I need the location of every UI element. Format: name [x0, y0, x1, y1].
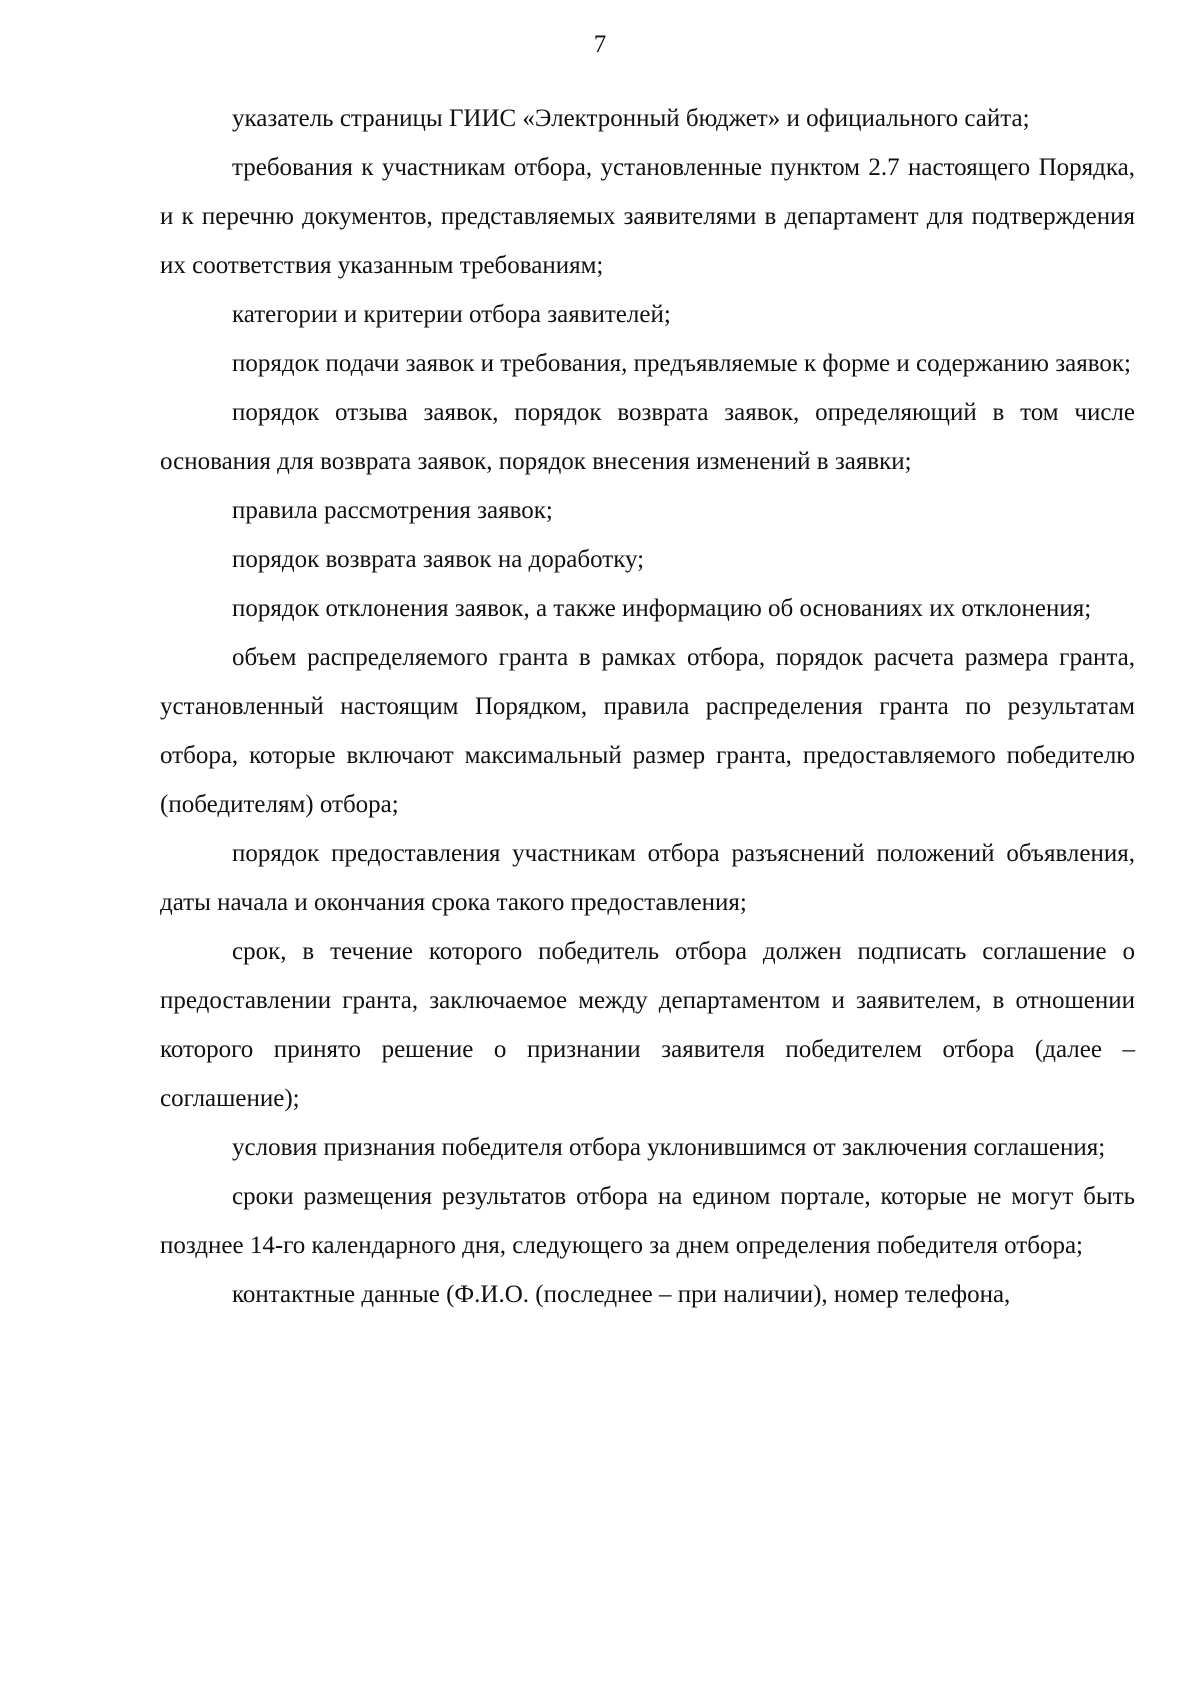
- paragraph-14: контактные данные (Ф.И.О. (последнее – при наличии), номер телефона,: [232, 1281, 1011, 1308]
- paragraph-2: требования к участникам отбора, установленные пунктом 2.7 настоящего Порядка, и к перечню документов, представляемых заявителями в департамент для подтверждения их соответствия указанным требованиям;: [160, 154, 1135, 279]
- paragraph-3: категории и критерии отбора заявителей;: [232, 301, 671, 328]
- paragraph-5: порядок отзыва заявок, порядок возврата заявок, определяющий в том числе основания для возврата заявок, порядок внесения изменений в заявки;: [160, 399, 1135, 475]
- paragraph-4: порядок подачи заявок и требования, предъявляемые к форме и содержанию заявок;: [232, 350, 1131, 377]
- page-number: 7: [593, 31, 607, 58]
- paragraph-6: правила рассмотрения заявок;: [232, 497, 553, 524]
- paragraph-11: срок, в течение которого победитель отбора должен подписать соглашение о предоставлении гранта, заключаемое между департаментом и заявителем, в отношении которого принято решение о признании заявителя победителем отбора (далее – соглашение);: [160, 938, 1135, 1112]
- paragraph-7: порядок возврата заявок на доработку;: [232, 546, 645, 573]
- paragraph-13: сроки размещения результатов отбора на едином портале, которые не могут быть позднее 14-го календарного дня, следующего за днем определения победителя отбора;: [160, 1183, 1135, 1259]
- paragraph-8: порядок отклонения заявок, а также информацию об основаниях их отклонения;: [232, 595, 1092, 622]
- paragraph-10: порядок предоставления участникам отбора разъяснений положений объявления, даты начала и окончания срока такого предоставления;: [160, 840, 1135, 916]
- paragraph-9: объем распределяемого гранта в рамках отбора, порядок расчета размера гранта, установленный настоящим Порядком, правила распределения гранта по результатам отбора, которые включают максимальный размер гранта, предоставляемого победителю (победителям) отбора;: [160, 644, 1135, 818]
- paragraph-1: указатель страницы ГИИС «Электронный бюджет» и официального сайта;: [232, 105, 1030, 132]
- paragraph-12: условия признания победителя отбора уклонившимся от заключения соглашения;: [232, 1134, 1106, 1161]
- document-body: [160, 94, 1135, 1319]
